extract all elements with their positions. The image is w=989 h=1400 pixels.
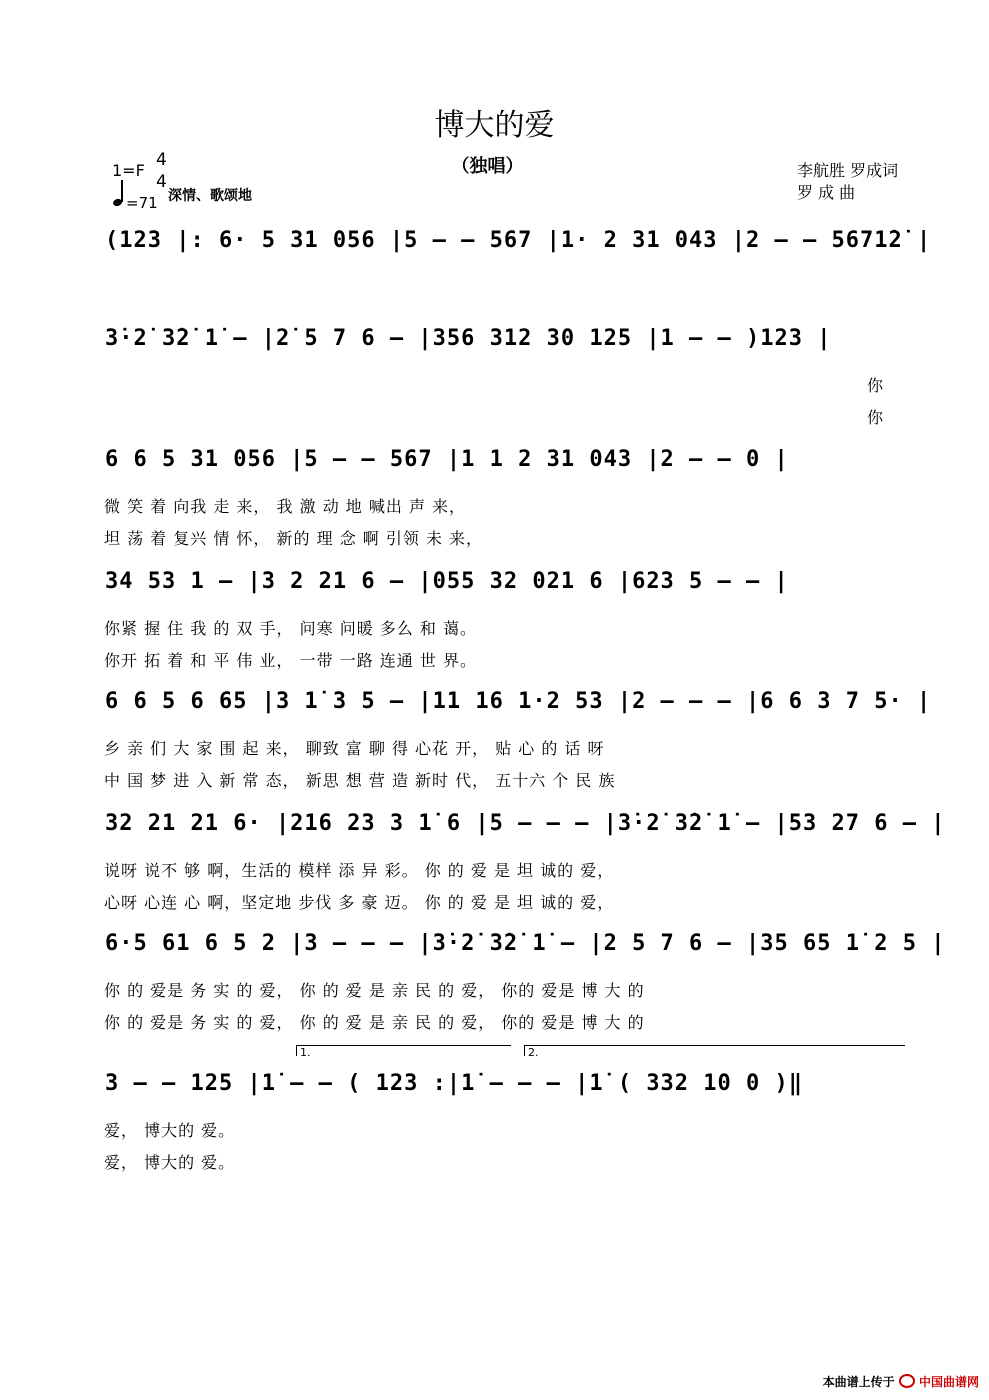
lyric-verse-2: 你 的 爱是 务 实 的 爱， 你 的 爱 是 亲 民 的 爱， 你的 爱是 博 大 的 <box>104 1013 645 1032</box>
notes-line: (123 |: 6· 5 31 056 |5 – – 567 |1· 2 31 043 |2 – – 5671̇2̇ | <box>105 228 932 253</box>
expression-marking: 深情、歌颂地 <box>168 188 252 204</box>
notes-line: 6 6 5 6 65 |3 1̇ 3 5 – |11 16 1·2 53 |2 – – – |6 6 3 7 5· | <box>105 689 932 714</box>
lyric-verse-2: 你 <box>867 408 885 427</box>
page-title: 博大的爱 <box>434 108 555 143</box>
credits <box>797 160 898 204</box>
lyric-verse-2: 心呀 心连 心 啊，坚定地 步伐 多 豪 迈。 你 的 爱 是 坦 诚的 爱， <box>104 893 615 912</box>
time-signature-bottom: 4 <box>156 172 167 192</box>
notes-line: 34 53 1 – |3 2 21 6 – |055 32 021 6 |623 5 – – | <box>105 569 789 594</box>
lyric-verse-1: 你 <box>867 376 885 395</box>
note-stem-icon <box>121 180 123 202</box>
site-logo-icon <box>899 1374 915 1388</box>
volta-bracket-2: 2. <box>524 1045 905 1056</box>
lyric-verse-2: 爱， 博大的 爱。 <box>104 1153 236 1172</box>
lyric-verse-1: 乡 亲 们 大 家 围 起 来， 聊致 富 聊 得 心花 开， 贴 心 的 话 呀 <box>104 739 605 758</box>
notes-line: 6·5 61 6 5 2 |3 – – – |3̇·2̇ 3̇2̇ 1̇ – |2 5 7 6 – |35 65 1̇ 2 5 | <box>105 931 946 956</box>
lyric-verse-2: 你开 拓 着 和 平 伟 业， 一带 一路 连通 世 界。 <box>104 651 477 670</box>
time-signature-top: 4 <box>156 150 167 170</box>
lyric-verse-1: 说呀 说不 够 啊，生活的 模样 添 异 彩。 你 的 爱 是 坦 诚的 爱， <box>104 861 615 880</box>
key-signature: 1=F <box>112 161 145 180</box>
notes-line: 3 – – 125 |1̇ – – ( 123 :|1̇ – – – |1̇ ( 332 10 0 )‖ <box>105 1071 804 1096</box>
lyric-verse-2: 中 国 梦 进 入 新 常 态， 新思 想 营 造 新时 代， 五十六 个 民 族 <box>104 771 616 790</box>
tempo-marking: =71 <box>126 194 158 212</box>
notes-line: 3̇·2̇ 3̇2̇ 1̇ – |2̇ 5 7 6 – |356 312 30 125 |1 – – )123 | <box>105 326 832 351</box>
notes-line: 32 21 21 6· |216 23 3 1̇ 6 |5 – – – |3̇·2̇ 3̇2̇ 1̇ – |53 27 6 – | <box>105 811 946 836</box>
lyric-verse-1: 你 的 爱是 务 实 的 爱， 你 的 爱 是 亲 民 的 爱， 你的 爱是 博 大 的 <box>104 981 645 1000</box>
volta-bracket-1: 1. <box>296 1045 511 1056</box>
lyric-verse-2: 坦 荡 着 复兴 情 怀， 新的 理 念 啊 引领 未 来， <box>104 529 484 548</box>
lyric-verse-1: 微 笑 着 向我 走 来， 我 激 动 地 喊出 声 来， <box>104 497 467 516</box>
lyricist: 李航胜 罗成词 <box>797 161 899 180</box>
lyric-verse-1: 爱， 博大的 爱。 <box>104 1121 236 1140</box>
composer: 罗 成 曲 <box>797 183 856 202</box>
lyric-verse-1: 你紧 握 住 我 的 双 手， 问寒 问暖 多么 和 蔼。 <box>104 619 477 638</box>
footer-site-name[interactable]: 中国曲谱网 <box>918 1375 979 1389</box>
notes-line: 6 6 5 31 056 |5 – – 567 |1 1 2 31 043 |2 – – 0 | <box>105 447 789 472</box>
subtitle: （独唱） <box>451 156 524 177</box>
footer-watermark: 本曲谱上传于 中国曲谱网 <box>822 1375 979 1389</box>
